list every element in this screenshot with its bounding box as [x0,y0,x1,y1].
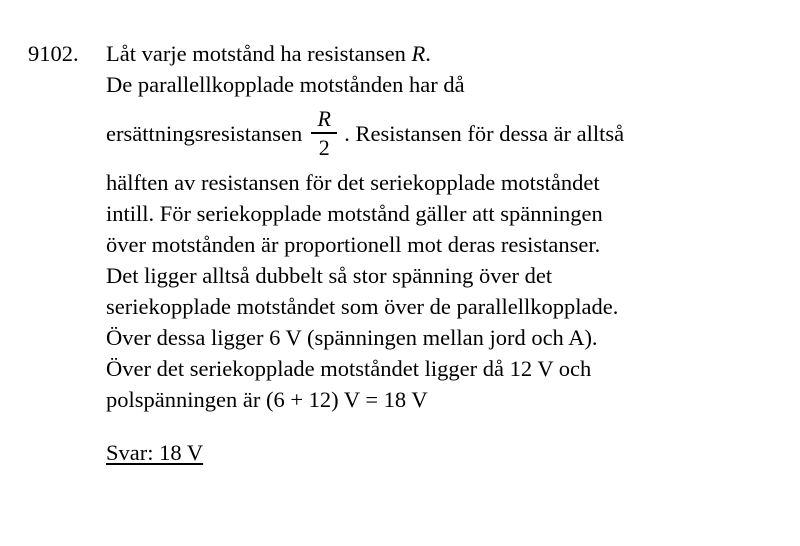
text-line-2: De parallellkopplade motstånden har då [106,72,465,97]
fraction-line-suffix: . Resistansen för dessa är alltså [344,120,625,146]
text-line-4: intill. För seriekopplade motstånd gäller att spänningen [106,201,603,227]
fraction-numerator: R [317,106,331,131]
text-line-9: Över det seriekopplade motståndet ligger då 12 V och [106,356,592,382]
problem-number: 9102. [28,41,79,66]
variable-r: R [411,41,426,66]
fraction-r-over-2 [311,106,337,160]
text-line-8: Över dessa ligger 6 V (spänningen mellan jord och A). [106,325,598,351]
text-line-3: hälften av resistansen för det seriekopplade motståndet [106,170,600,196]
fraction-bar [311,132,337,134]
text-line-10: polspänningen är (6 + 12) V = 18 V [106,387,428,413]
text-line-5: över motstånden är proportionell mot deras resistanser. [106,232,601,258]
text-line-1-prefix: Låt varje motstånd ha resistansen [106,41,412,66]
text-line-1 [106,38,770,69]
solution-block [28,38,770,468]
solution-body [106,38,770,468]
text-line-1-suffix: . [425,41,431,66]
text-line-7: seriekopplade motståndet som över de parallellkopplade. [106,294,619,320]
paragraph-spacer [106,415,770,437]
fraction-line [106,106,770,160]
text-line-6: Det ligger alltså dubbelt så stor spänning över det [106,263,553,289]
fraction-line-prefix: ersättningsresistansen [106,120,303,146]
answer-line: Svar: 18 V [106,440,204,466]
fraction-denominator: 2 [318,135,330,161]
